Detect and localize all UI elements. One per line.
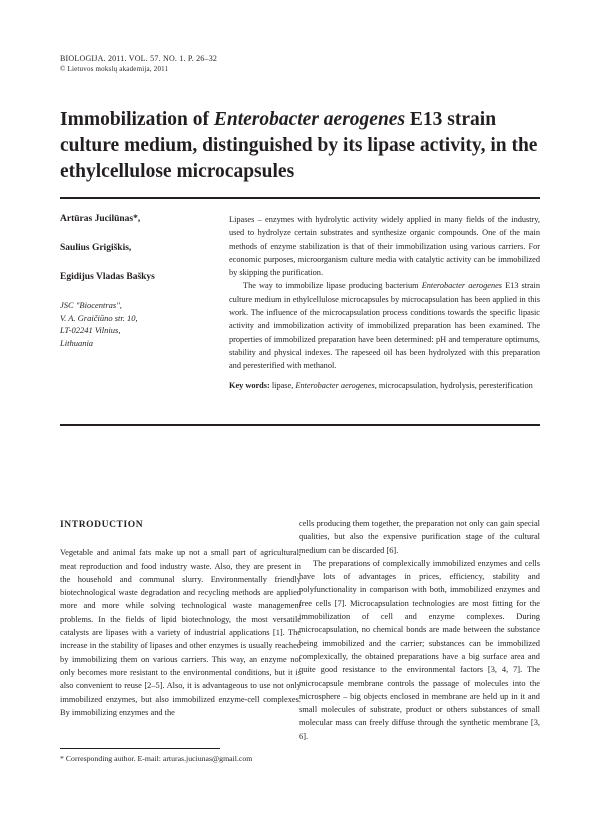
title-part-1: Immobilization of xyxy=(60,109,214,130)
affiliation-line: LT-02241 Vilnius, xyxy=(60,325,121,335)
author-1: Artūras Jucilūnas*, xyxy=(60,214,141,224)
abstract-p2-species: Enterobacter aerogenes xyxy=(421,281,503,291)
title-part-2: E13 strain culture medium, distinguished by its lipase activity, in the ethylcellulose microcapsules xyxy=(60,109,538,182)
affiliation-line: Lithuania xyxy=(60,337,94,348)
keywords-species: Enterobacter aerogenes xyxy=(295,380,375,390)
title-rule xyxy=(60,197,540,199)
author-3: Egidijus Vladas Baškys xyxy=(60,272,155,282)
abstract-paragraph-1: Lipases – enzymes with hydrolytic activity widely applied in many fields of the industry, used to hydrolyze certain substrates and synthesize organic compounds. One of the main methods of enzyme stabilization is that of their immobilization using various carriers. For economic purposes, microorganism culture media with catalytic activity can be immobilized by skipping the purification. xyxy=(229,215,540,278)
author-block xyxy=(60,213,220,349)
body-column-left xyxy=(60,519,301,719)
title-species: Enterobacter aerogenes xyxy=(213,109,406,130)
journal-copyright: © Lietuvos mokslų akademija, 2011 xyxy=(60,65,169,73)
abstract-paragraph-2 xyxy=(229,279,540,372)
keywords-text-1: lipase, xyxy=(269,380,296,390)
keywords-text-2: , microcapsulation, hydrolysis, peresterification xyxy=(374,380,533,390)
abstract xyxy=(229,213,540,392)
affiliation-line: JSC "Biocentras", xyxy=(60,300,122,310)
body-paragraph: The preparations of complexically immobilized enzymes and cells have lots of advantages in prices, efficiency, stability and polyfunctionality in comparison with both, immobilized enzymes and free cells [7]. Microcapsulation technologies are most fitting for the immobilization of cell and enzyme complexes. During microcapsulation, no chemical bonds are made between the substance being immobilized and the carrier; substances can be immobilized complexically, the obtained preparations have a big surface area and quite good resistance to the environmental factors [3, 4, 7]. The microcapsule membrane controls the passage of molecules into the microsphere – big objects enclosed in membrane are held up in it and small molecules of substrate, product or others substances of small molecular mass can freely diffuse through the synthetic membrane [3, 6]. xyxy=(299,558,540,741)
abstract-p2-end: E13 strain culture medium in ethylcellulose microcapsules by microcapsulation has been applied in this work. The influence of the microcapsulation process conditions towards the specific lipasic activity and immobilization activity of immobilized preparation has been examined. The properties of immobilized preparation have been determined: pH and temperature optimums, stability and physical indexes. The rapeseed oil has been hydrolyzed with this preparation and peresterified with methanol. xyxy=(229,281,540,371)
journal-citation: BIOLOGIJA. 2011. VOL. 57. NO. 1. P. 26–32 xyxy=(60,54,218,63)
affiliation-line: V. A. Graičiūno str. 10, xyxy=(60,312,138,323)
keywords xyxy=(229,379,540,392)
abstract-rule xyxy=(60,424,540,426)
section-heading: INTRODUCTION xyxy=(60,520,144,530)
keywords-label: Key words: xyxy=(229,380,270,390)
body-paragraph: cells producing them together, the preparation not only can gain special qualities, but also the expensive purification stage of the cultural medium can be discarded [6]. xyxy=(299,519,540,555)
author-2: Saulius Grigiškis, xyxy=(60,243,132,253)
abstract-p2-start: The way to immobilize lipase producing bacterium xyxy=(243,281,422,291)
article-title xyxy=(60,107,540,185)
body-paragraph: Vegetable and animal fats make up not a small part of agricultural, meat reproduction and food industry waste. Also, they are present in the household and communal slurry. Environmentally friendly biotechnological waste degradation and recycling methods are applied more and more while solving technological waste management problems. In the fields of lipid biotechnology, the most versatile catalysts are lipases with a variety of industrial applications [1]. The increase in the stability of lipases and other enzymes is usually reached by immobilizing them on various carriers. This way, an enzyme not only becomes more resistant to the environmental conditions, but it is also convenient to reuse [2–5]. Also, it is advantageous to use not only immobilized enzymes, but also immobilized enzyme-cell complexes. By immobilizing enzymes and the xyxy=(60,548,301,717)
journal-header xyxy=(60,53,217,75)
footnote: * Corresponding author. E-mail: arturas.juciunas@gmail.com xyxy=(60,754,253,763)
footnote-rule xyxy=(60,748,220,749)
body-column-right xyxy=(299,517,540,743)
